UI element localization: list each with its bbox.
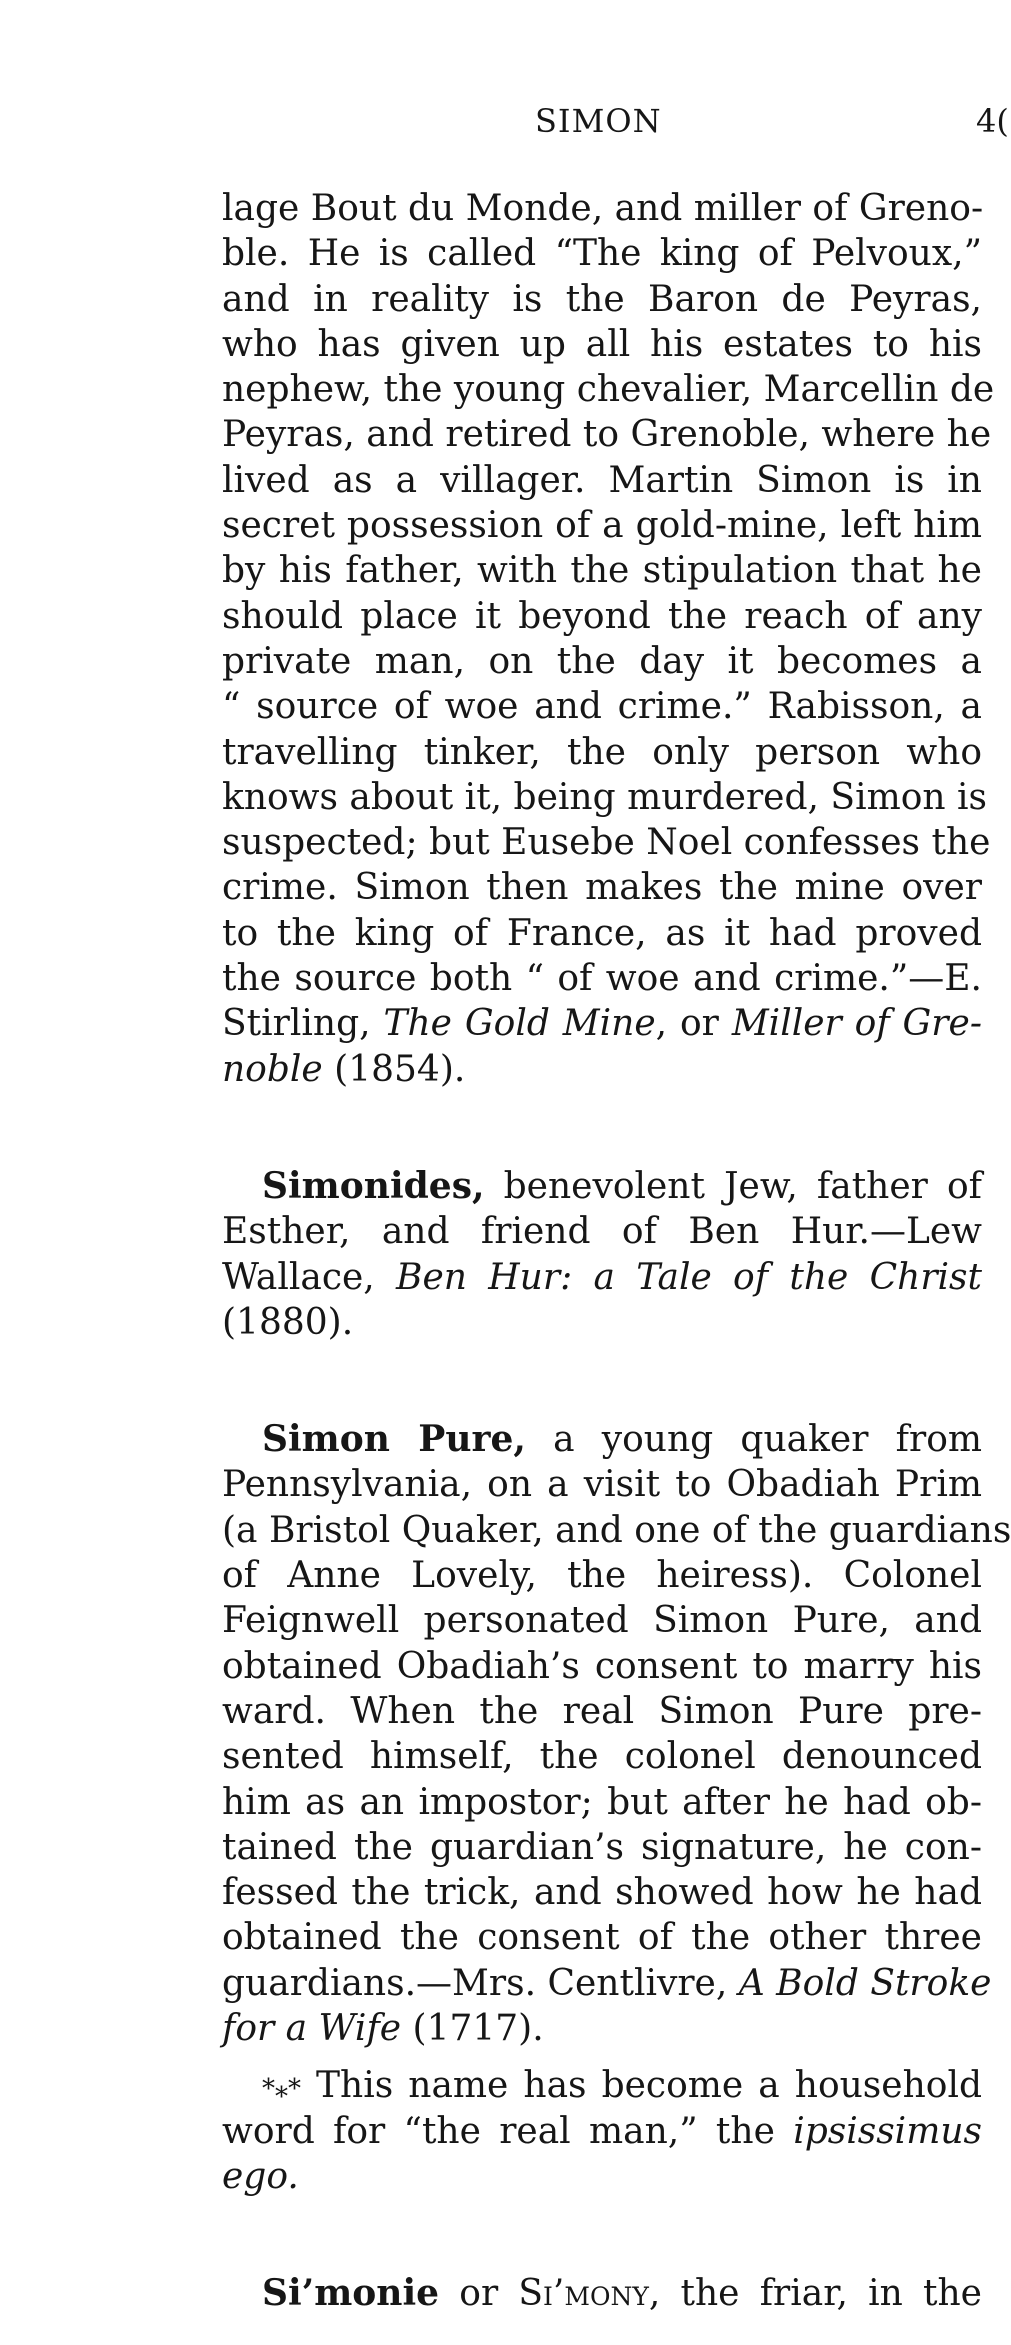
text-line: suspected; but Eusebe Noel confesses the xyxy=(222,822,991,864)
note-text: This name has become a household xyxy=(301,2065,982,2107)
entry-simonie xyxy=(222,2271,982,2316)
text-line: lage Bout du Monde, and miller of Greno- xyxy=(222,188,984,229)
variant-name: Si’mony xyxy=(518,2273,649,2315)
citation-title: for a Wife xyxy=(222,2007,402,2049)
asterism-icon: *⁎* xyxy=(262,2074,301,2105)
text-line: “ source of woe and crime.” Rabisson, a xyxy=(222,686,982,728)
text-line: (a Bristol Quaker, and one of the guardians xyxy=(222,1509,1011,1551)
text-line: Pennsylvania, on a visit to Obadiah Prim xyxy=(222,1464,982,1506)
note-text: word for “the real man,” the xyxy=(222,2110,794,2152)
note-line xyxy=(222,2109,982,2154)
text-column xyxy=(222,186,1011,2316)
entry-text: a young quaker from xyxy=(525,1419,982,1461)
entry-simonides xyxy=(222,1164,982,1345)
citation-line xyxy=(222,1047,982,1092)
text-line: obtained the consent of the other three xyxy=(222,1917,982,1959)
page-header xyxy=(0,102,1009,148)
text-line: fessed the trick, and showed how he had xyxy=(222,1872,982,1914)
entry-spacer xyxy=(222,1345,982,1417)
entry-text: , the friar, in the xyxy=(648,2273,982,2315)
entry-text: or xyxy=(439,2273,519,2315)
headword: Simonides, xyxy=(262,1164,485,1207)
text-line: obtained Obadiah’s consent to marry his xyxy=(222,1645,982,1687)
text-line: should place it beyond the reach of any xyxy=(222,595,982,637)
text-line: who has given up all his estates to his xyxy=(222,323,982,365)
citation-line xyxy=(222,1255,982,1300)
text-line: and in reality is the Baron de Peyras, xyxy=(222,278,982,320)
text-line: sented himself, the colonel denounced xyxy=(222,1736,982,1778)
text-line: Feignwell personated Simon Pure, and xyxy=(222,1600,982,1642)
text-line xyxy=(222,1417,982,1462)
text-line: to the king of France, as it had proved xyxy=(222,912,982,954)
text-line: him as an impostor; but after he had ob- xyxy=(222,1781,982,1823)
citation-date: (1717). xyxy=(401,2007,544,2049)
citation-date: (1880). xyxy=(222,1301,354,1343)
text-line: tained the guardian’s signature, he con- xyxy=(222,1826,982,1868)
text-line: of Anne Lovely, the heiress). Colonel xyxy=(222,1555,982,1597)
citation-line xyxy=(222,1001,982,1046)
text-line: lived as a villager. Martin Simon is in xyxy=(222,459,982,501)
note-italic: ego. xyxy=(222,2155,299,2197)
entry-spacer xyxy=(222,2199,982,2271)
note-line xyxy=(222,2063,982,2108)
text-line: ward. When the real Simon Pure pre- xyxy=(222,1690,982,1732)
page-number: 4( xyxy=(976,102,1009,140)
headword: Si’monie xyxy=(262,2272,440,2315)
entry-martin-simon xyxy=(222,186,995,1092)
text-line: secret possession of a gold-mine, left him xyxy=(222,505,982,547)
text-line: travelling tinker, the only person who xyxy=(222,731,982,773)
citation-line xyxy=(222,2006,982,2051)
note-italic: ipsissimus xyxy=(793,2110,982,2152)
citation-title: The Gold Mine xyxy=(383,1003,656,1045)
text-line: private man, on the day it becomes a xyxy=(222,640,982,682)
citation-title: Miller of Gre- xyxy=(731,1003,982,1045)
note-spacer xyxy=(222,2051,982,2063)
running-head: SIMON xyxy=(535,102,662,140)
citation-author: Wallace, xyxy=(222,1256,397,1298)
citation-date: (1854). xyxy=(322,1048,466,1090)
citation-author: guardians.—Mrs. Centlivre, xyxy=(222,1962,739,2004)
text-line xyxy=(222,1164,982,1209)
entry-spacer xyxy=(222,1092,982,1164)
citation-author: Stirling, xyxy=(222,1003,384,1045)
text-line: knows about it, being murdered, Simon is xyxy=(222,776,988,818)
text-line: Esther, and friend of Ben Hur.—Lew xyxy=(222,1211,982,1253)
text-line: Peyras, and retired to Grenoble, where he xyxy=(222,414,992,456)
entry-simon-pure xyxy=(222,1417,1011,2199)
citation-title: noble xyxy=(222,1048,323,1090)
headword: Simon Pure, xyxy=(262,1418,526,1461)
text-line: nephew, the young chevalier, Marcellin de xyxy=(222,369,995,411)
citation-title: A Bold Stroke xyxy=(738,1962,992,2004)
text-line: the source both “ of woe and crime.”—E. xyxy=(222,958,982,1000)
citation-title: Ben Hur: a Tale of the Christ xyxy=(396,1256,982,1298)
text-line xyxy=(222,2271,982,2316)
text-line: by his father, with the stipulation that he xyxy=(222,550,982,592)
entry-text: benevolent Jew, father of xyxy=(484,1165,982,1207)
text-line: crime. Simon then makes the mine over xyxy=(222,867,982,909)
citation-text: , or xyxy=(655,1003,732,1045)
citation-line xyxy=(222,1961,992,2006)
note-line xyxy=(222,2154,982,2199)
text-line: ble. He is called “The king of Pelvoux,” xyxy=(222,233,982,275)
